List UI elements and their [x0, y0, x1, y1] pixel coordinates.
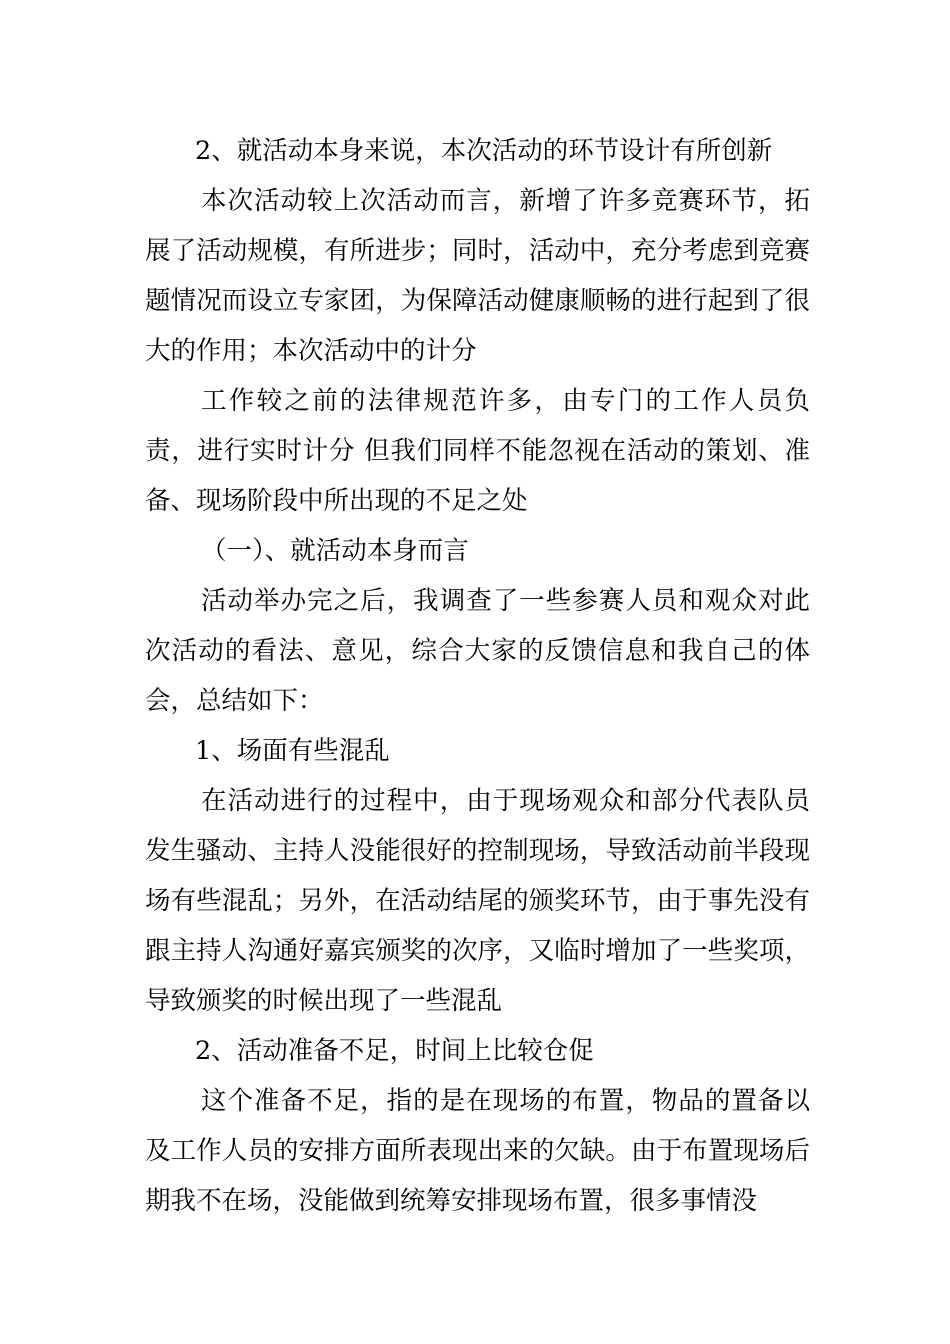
paragraph-feedback-survey: 活动举办完之后，我调查了一些参赛人员和观众对此次活动的看法、意见，综合大家的反馈信息和我自己的体会，总结如下： — [145, 586, 810, 716]
section-heading-insufficient-preparation: 2、活动准备不足，时间上比较仓促 — [195, 1036, 594, 1066]
paragraph-new-segments: 本次活动较上次活动而言，新增了许多竞赛环节，拓展了活动规模，有所进步；同时，活动中，充分考虑到竞赛题情况而设立专家团，为保障活动健康顺畅的进行起到了很大的作用；本次活动中的计分 — [145, 186, 810, 366]
paragraph-preparation-details: 这个准备不足，指的是在现场的布置，物品的置备以及工作人员的安排方面所表现出来的欠缺。由于布置现场后期我不在场，没能做到统筹安排现场布置，很多事情没 — [145, 1086, 810, 1216]
paragraph-scoring-work: 工作较之前的法律规范许多，由专门的工作人员负责，进行实时计分 但我们同样不能忽视在活动的策划、准备、现场阶段中所出现的不足之处 — [145, 386, 810, 516]
section-heading-innovation: 2、就活动本身来说，本次活动的环节设计有所创新 — [195, 136, 773, 166]
document-body — [145, 126, 810, 1226]
paragraph-chaos-details: 在活动进行的过程中，由于现场观众和部分代表队员发生骚动、主持人没能很好的控制现场，导致活动前半段现场有些混乱；另外，在活动结尾的颁奖环节，由于事先没有跟主持人沟通好嘉宾颁奖的次序，又临时增加了一些奖项，导致颁奖的时候出现了一些混乱 — [145, 786, 810, 1016]
section-subheading-activity-itself: （一）、就活动本身而言 — [201, 536, 469, 566]
section-heading-chaotic-scene: 1、场面有些混乱 — [195, 736, 390, 766]
